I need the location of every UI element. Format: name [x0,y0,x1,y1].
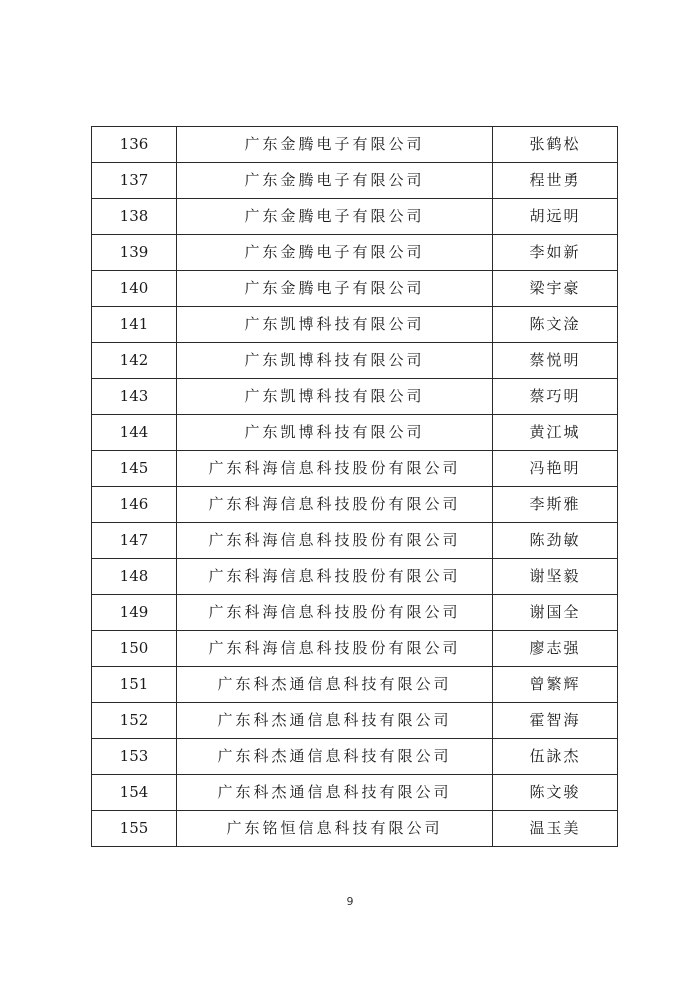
company-name: 广东金腾电子有限公司 [177,127,493,163]
person-name: 张鹤松 [493,127,618,163]
person-name: 温玉美 [493,811,618,847]
person-name: 李斯雅 [493,487,618,523]
company-name: 广东金腾电子有限公司 [177,163,493,199]
company-name: 广东凯博科技有限公司 [177,307,493,343]
person-name: 霍智海 [493,703,618,739]
row-number: 151 [92,667,177,703]
company-name: 广东科杰通信息科技有限公司 [177,703,493,739]
person-name: 梁宇豪 [493,271,618,307]
company-name: 广东科杰通信息科技有限公司 [177,775,493,811]
table-row [92,451,618,487]
row-number: 146 [92,487,177,523]
table-row [92,379,618,415]
company-name: 广东凯博科技有限公司 [177,379,493,415]
page-number: 9 [346,895,354,908]
company-name: 广东凯博科技有限公司 [177,415,493,451]
row-number: 141 [92,307,177,343]
table-row [92,811,618,847]
table-row [92,235,618,271]
table-row [92,271,618,307]
company-name: 广东科杰通信息科技有限公司 [177,667,493,703]
row-number: 137 [92,163,177,199]
company-name: 广东凯博科技有限公司 [177,343,493,379]
row-number: 144 [92,415,177,451]
row-number: 138 [92,199,177,235]
person-name: 陈文骏 [493,775,618,811]
table-row [92,523,618,559]
row-number: 150 [92,631,177,667]
row-number: 142 [92,343,177,379]
row-number: 147 [92,523,177,559]
table-row [92,307,618,343]
person-name: 冯艳明 [493,451,618,487]
company-name: 广东科海信息科技股份有限公司 [177,559,493,595]
row-number: 152 [92,703,177,739]
row-number: 143 [92,379,177,415]
company-name: 广东科海信息科技股份有限公司 [177,631,493,667]
row-number: 136 [92,127,177,163]
person-name: 谢国全 [493,595,618,631]
table-row [92,703,618,739]
person-name: 黄江城 [493,415,618,451]
row-number: 154 [92,775,177,811]
company-name: 广东铭恒信息科技有限公司 [177,811,493,847]
person-name: 蔡巧明 [493,379,618,415]
table-row [92,739,618,775]
row-number: 140 [92,271,177,307]
person-name: 李如新 [493,235,618,271]
company-name: 广东金腾电子有限公司 [177,271,493,307]
person-name: 伍詠杰 [493,739,618,775]
row-number: 153 [92,739,177,775]
person-name: 谢坚毅 [493,559,618,595]
row-number: 149 [92,595,177,631]
table-row [92,487,618,523]
company-name: 广东金腾电子有限公司 [177,235,493,271]
row-number: 139 [92,235,177,271]
company-name: 广东科海信息科技股份有限公司 [177,487,493,523]
person-name: 胡远明 [493,199,618,235]
table-row [92,775,618,811]
company-name: 广东科海信息科技股份有限公司 [177,523,493,559]
table-row [92,631,618,667]
table-row [92,415,618,451]
person-name: 曾繁辉 [493,667,618,703]
table-row [92,343,618,379]
company-name: 广东科海信息科技股份有限公司 [177,451,493,487]
person-name: 程世勇 [493,163,618,199]
row-number: 145 [92,451,177,487]
row-number: 148 [92,559,177,595]
table-row [92,127,618,163]
person-name: 陈文淦 [493,307,618,343]
person-name: 蔡悦明 [493,343,618,379]
table-row [92,667,618,703]
roster-table-body [92,127,618,847]
row-number: 155 [92,811,177,847]
table-row [92,163,618,199]
person-name: 陈劲敏 [493,523,618,559]
roster-table [91,126,618,847]
company-name: 广东金腾电子有限公司 [177,199,493,235]
table-row [92,559,618,595]
table-row [92,595,618,631]
person-name: 廖志强 [493,631,618,667]
table-row [92,199,618,235]
company-name: 广东科海信息科技股份有限公司 [177,595,493,631]
company-name: 广东科杰通信息科技有限公司 [177,739,493,775]
